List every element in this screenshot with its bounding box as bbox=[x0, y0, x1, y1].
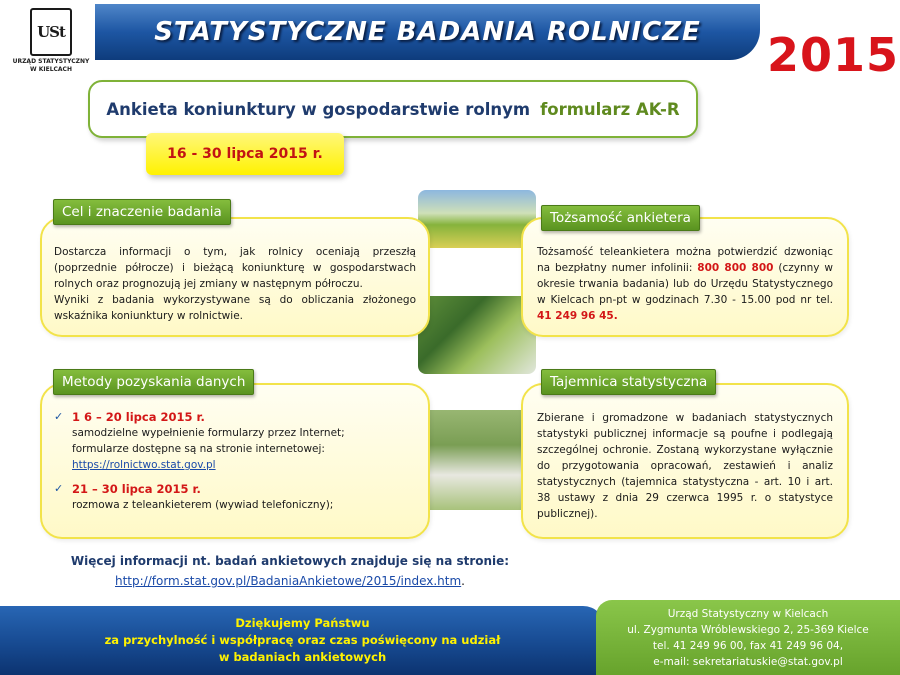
sheep-pasture-photo bbox=[418, 410, 536, 510]
survey-info-link[interactable]: http://form.stat.gov.pl/BadaniaAnkietowe/2015/index.htm bbox=[115, 574, 462, 588]
hotline-number: 800 800 800 bbox=[697, 262, 774, 274]
identity-text: Tożsamość teleankietera można potwierdzić dzwoniąc na bezpłatny numer infolinii: 800 800 800 (czynny w okresie trwania badania) lub do Urzędu Statystycznego w Kielcach pn-pt w godzinach 7.30 - 15.00 pod nr tel. 41 249 96 45. bbox=[537, 246, 833, 322]
contact-email[interactable]: e-mail: sekretariatuskie@stat.gov.pl bbox=[653, 655, 843, 668]
survey-name: Ankieta koniunktury w gospodarstwie rolnym bbox=[106, 99, 531, 119]
logo-mark: USt bbox=[37, 23, 65, 41]
checkmark-icon: ✓ bbox=[54, 410, 64, 423]
list-item: ✓ 21 – 30 lipca 2015 r. rozmowa z teleankieterem (wywiad telefoniczny); bbox=[54, 482, 334, 511]
office-phone: 41 249 96 45. bbox=[537, 310, 618, 322]
form-code: formularz AK-R bbox=[540, 99, 680, 119]
checkmark-icon: ✓ bbox=[54, 482, 64, 495]
survey-date-range: 16 - 30 lipca 2015 r. bbox=[146, 133, 344, 175]
list-item: ✓ 1 6 – 20 lipca 2015 r. samodzielne wypełnienie formularzy przez Internet; formularze dostępne są na stronie internetowej: https://rolnictwo.stat.gov.pl bbox=[54, 409, 419, 473]
year-label: 2015 bbox=[767, 28, 900, 82]
identity-heading: Tożsamość ankietera bbox=[541, 205, 700, 231]
title-banner bbox=[95, 4, 760, 60]
methods-list bbox=[54, 409, 419, 521]
field-landscape-photo bbox=[418, 190, 536, 248]
office-logo bbox=[30, 8, 72, 56]
secrecy-text: Zbierane i gromadzone w badaniach statystycznych statystyki publicznej informacje są poufne i podlegają szczególnej ochronie. Zostaną wykorzystane wyłącznie do przygotowania opracowań, zestawień i analiz statystycznych (tajemnica statystyczna - art. 10 i art. 38 ustawy z dnia 29 czerwca 1995 r. o statystyce publicznej). bbox=[537, 412, 833, 520]
survey-title-box bbox=[88, 80, 698, 138]
secrecy-heading: Tajemnica statystyczna bbox=[541, 369, 716, 395]
purpose-heading: Cel i znaczenie badania bbox=[53, 199, 231, 225]
contact-footer: Urząd Statystyczny w Kielcach ul. Zygmunta Wróblewskiego 2, 25-369 Kielce tel. 41 249 96 00, fax 41 249 96 04, e-mail: sekretariatuskie@stat.gov.pl bbox=[596, 600, 900, 675]
farm-machine-photo bbox=[418, 296, 536, 374]
purpose-text: Dostarcza informacji o tym, jak rolnicy oceniają przeszłą (poprzednie półrocze) i bieżącą koniunkturę w gospodarstwach rolnych oraz prognozują jej zmiany w następnym półroczu. Wyniki z badania wykorzystywane są do obliczania złożonego wskaźnika koniunktury w rolnictwie. bbox=[54, 246, 416, 322]
thanks-footer: Dziękujemy Państwu za przychylność i współpracę oraz czas poświęcony na udział w badaniach ankietowych bbox=[0, 606, 605, 675]
online-form-link[interactable]: https://rolnictwo.stat.gov.pl bbox=[72, 459, 216, 471]
more-info: Więcej informacji nt. badań ankietowych znajduje się na stronie: http://form.stat.gov.pl/BadaniaAnkietowe/2015/index.htm. bbox=[70, 554, 510, 588]
methods-heading: Metody pozyskania danych bbox=[53, 369, 254, 395]
logo-caption: URZĄD STATYSTYCZNY W KIELCACH bbox=[12, 58, 90, 73]
page-title: STATYSTYCZNE BADANIA ROLNICZE bbox=[154, 17, 701, 47]
